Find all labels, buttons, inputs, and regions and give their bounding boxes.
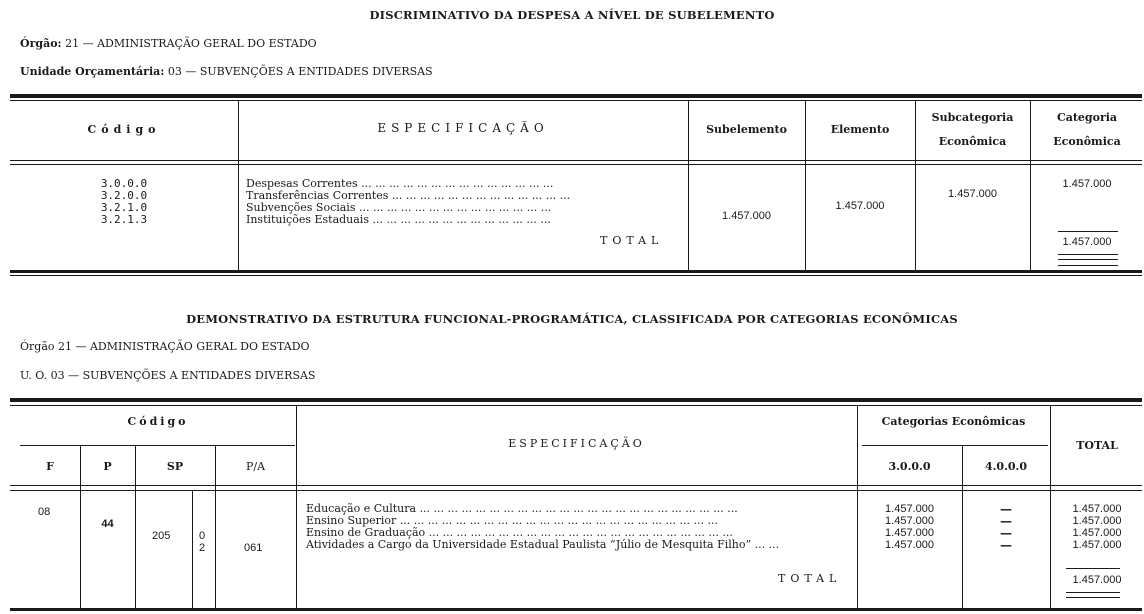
- t2-total-3: 1.457.000: [1072, 539, 1122, 551]
- unidade-value: 03 — SUBVENÇÕES A ENTIDADES DIVERSAS: [167, 65, 433, 78]
- t2-spec-list: [306, 503, 854, 551]
- t2-code-pa: 061: [244, 542, 263, 554]
- t2-total-rule-1: [1066, 592, 1120, 593]
- t2-total-1: 1.457.000: [1072, 515, 1122, 527]
- table1-header-rule-2: [10, 164, 1142, 165]
- t1-code-2: 3.2.1.0: [100, 201, 148, 214]
- t1-header-subcategoria: [915, 106, 1030, 154]
- t1-subelemento-value: 1.457.000: [722, 210, 771, 222]
- t1-header-subcategoria-line1: Subcategoria: [931, 111, 1014, 124]
- t2-total-label: TOTAL: [778, 572, 842, 585]
- t2-total-rule-2: [1066, 597, 1120, 598]
- t1-header-categoria: [1030, 106, 1144, 154]
- section2-title: DEMONSTRATIVO DA ESTRUTURA FUNCIONAL-PROGRAMÁTICA, CLASSIFICADA POR CATEGORIAS ECONÔMICAS: [186, 312, 958, 326]
- t2-code-sp-sub-1: 0: [199, 530, 206, 542]
- t1-categoria-value: 1.457.000: [1062, 178, 1112, 190]
- table2-header-rule-2: [10, 490, 1142, 491]
- table2-header-rule: [10, 485, 1142, 486]
- table2-codigo-subrule: [20, 445, 295, 446]
- table2-top-rule-thin: [10, 405, 1142, 406]
- t2-total-0: 1.457.000: [1072, 503, 1122, 515]
- section1-unidade: [20, 65, 433, 78]
- t2-code-p: 44: [101, 518, 114, 530]
- t1-code-3: 3.2.1.3: [100, 213, 148, 226]
- t2-cat2-list: [962, 503, 1050, 551]
- t1-subcategoria-value: 1.457.000: [948, 188, 997, 200]
- t2-spec-0: Educação e Cultura ... ... ... ... ... ... ... ... ... ... ... ... ... ... ... ... ... ... ... ... ... ... ...: [306, 502, 738, 515]
- table1-bottom-rule-thin: [10, 275, 1142, 276]
- t2-cat2-0: —: [1000, 502, 1012, 516]
- section1-title: DISCRIMINATIVO DA DESPESA A NÍVEL DE SUBELEMENTO: [369, 8, 775, 22]
- t1-spec-2: Subvenções Sociais ... ... ... ... ... ... ... ... ... ... ... ... ... ...: [246, 201, 552, 214]
- t2-cat1-1: 1.457.000: [885, 515, 934, 527]
- table2-bottom-rule: [10, 608, 1142, 611]
- t2-header-f: F: [46, 460, 54, 473]
- t1-header-subelemento: Subelemento: [706, 123, 787, 136]
- section2-orgao: Órgão 21 — ADMINISTRAÇÃO GERAL DO ESTADO: [20, 340, 310, 353]
- t2-header-p: P: [103, 460, 112, 473]
- table2-categorias-subrule: [862, 445, 1048, 446]
- t2-header-sp: SP: [166, 460, 184, 473]
- t1-spec-0: Despesas Correntes ... ... ... ... ... ... ... ... ... ... ... ... ... ...: [246, 177, 554, 190]
- t1-header-especificacao: ESPECIFICAÇÃO: [377, 121, 549, 135]
- t2-cat1-0: 1.457.000: [885, 503, 934, 515]
- unidade-label: Unidade Orçamentária:: [20, 65, 165, 78]
- t1-header-categoria-line2: Econômica: [1053, 135, 1121, 148]
- t2-cat1-2: 1.457.000: [885, 527, 934, 539]
- orgao-label: Órgão:: [20, 37, 62, 50]
- t1-total-rule-1: [1058, 254, 1118, 255]
- table2-vline-sp-sub: [192, 490, 193, 608]
- orgao-value: 21 — ADMINISTRAÇÃO GERAL DO ESTADO: [65, 37, 317, 50]
- t2-header-especificacao: ESPECIFICAÇÃO: [508, 437, 645, 450]
- t1-total-rule-top: [1058, 231, 1118, 232]
- t2-cat2-1: —: [1000, 514, 1012, 528]
- t2-spec-2: Ensino de Graduação ... ... ... ... ... ... ... ... ... ... ... ... ... ... ... ... ... ... ... ... ... ...: [306, 526, 733, 539]
- section2-uo: U. O. 03 — SUBVENÇÕES A ENTIDADES DIVERSAS: [20, 369, 316, 382]
- t1-total-rule-3: [1058, 265, 1118, 266]
- t1-code-0: 3.0.0.0: [100, 177, 148, 190]
- section1-orgao: [20, 37, 317, 50]
- t1-codes: [10, 178, 238, 226]
- t2-header-categorias: Categorias Econômicas: [881, 415, 1026, 428]
- t2-code-f: 08: [38, 506, 51, 518]
- t2-total-value: 1.457.000: [1072, 574, 1122, 586]
- t1-spec-list: [246, 178, 684, 226]
- t1-elemento-value: 1.457.000: [835, 200, 885, 212]
- t2-spec-1: Ensino Superior ... ... ... ... ... ... ... ... ... ... ... ... ... ... ... ... ... ... ... ... ... ... ...: [306, 514, 719, 527]
- t2-code-sp: 205: [152, 530, 171, 542]
- t2-total-2: 1.457.000: [1072, 527, 1122, 539]
- t2-cat2-3: —: [1000, 538, 1012, 552]
- t2-cat2-2: —: [1000, 526, 1012, 540]
- table1-top-rule-thin: [10, 100, 1142, 101]
- t2-header-cat2: 4.0.0.0: [984, 460, 1028, 473]
- table1-header-rule: [10, 160, 1142, 161]
- t2-total-rule-top: [1066, 568, 1120, 569]
- t1-header-elemento: Elemento: [830, 123, 890, 136]
- table1-bottom-rule: [10, 270, 1142, 273]
- t2-total-list: [1050, 503, 1144, 551]
- t2-spec-3: Atividades a Cargo da Universidade Estadual Paulista “Júlio de Mesquita Filho” ... ...: [306, 538, 780, 551]
- t2-header-pa: P/A: [245, 460, 266, 473]
- t1-total-value: 1.457.000: [1062, 236, 1112, 248]
- t2-header-cat1: 3.0.0.0: [888, 460, 931, 473]
- t1-header-codigo: Código: [87, 123, 161, 136]
- t1-spec-3: Instituições Estaduais ... ... ... ... ... ... ... ... ... ... ... ... ...: [246, 213, 551, 226]
- t2-cat1-3: 1.457.000: [885, 539, 934, 551]
- table1-top-rule: [10, 94, 1142, 98]
- t1-code-1: 3.2.0.0: [100, 189, 148, 202]
- table2-top-rule: [10, 398, 1142, 402]
- t2-code-sp-sub-2: 2: [199, 542, 206, 554]
- t1-header-subcategoria-line2: Econômica: [938, 135, 1007, 148]
- t1-header-categoria-line1: Categoria: [1056, 111, 1118, 124]
- t2-cat1-list: [857, 503, 962, 551]
- t1-total-label: TOTAL: [600, 234, 664, 247]
- t2-header-total: TOTAL: [1076, 439, 1118, 452]
- t1-total-rule-2: [1058, 259, 1118, 260]
- t2-header-codigo: Código: [127, 415, 189, 428]
- t1-spec-1: Transferências Correntes ... ... ... ... ... ... ... ... ... ... ... ... ...: [246, 189, 571, 202]
